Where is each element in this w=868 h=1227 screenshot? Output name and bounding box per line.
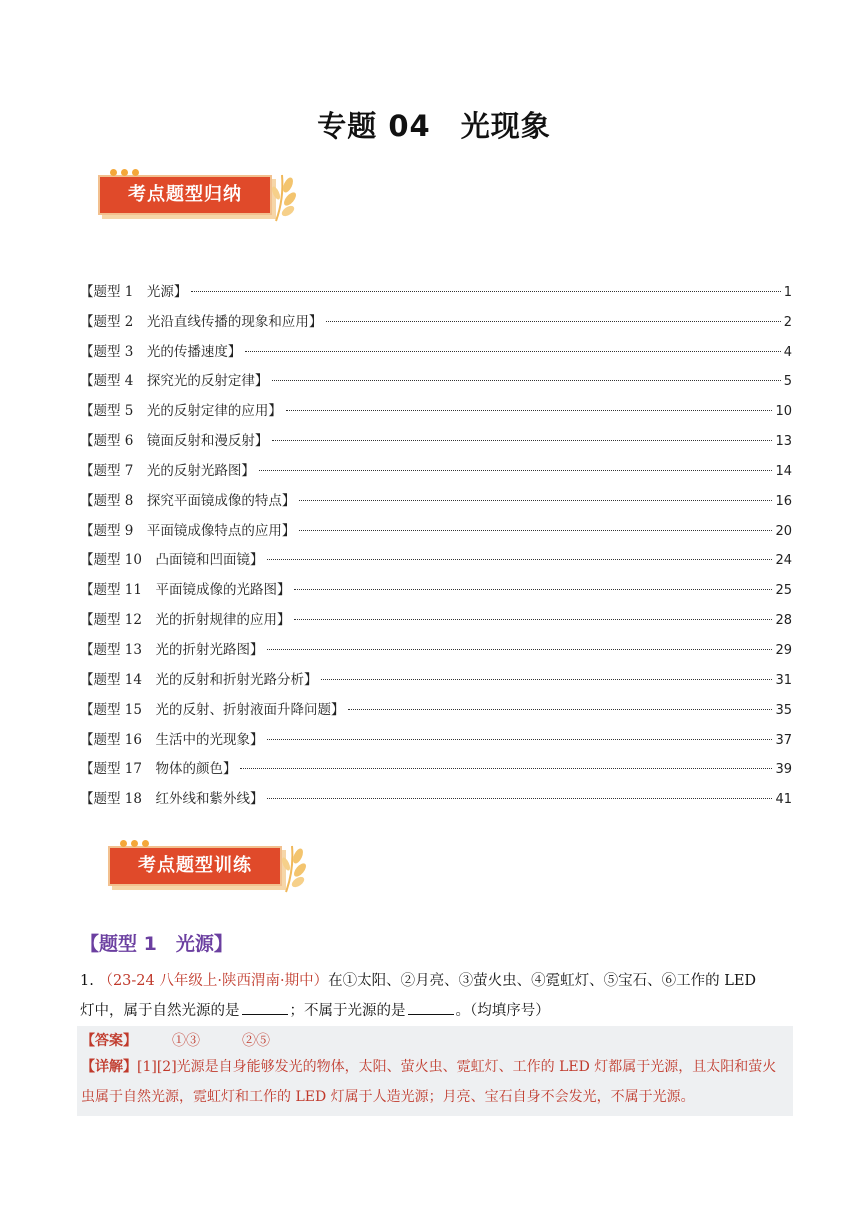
answer-blank-2 <box>408 1000 454 1015</box>
toc-entry-label: 【题型 5 光的反射定律的应用】 <box>80 403 282 420</box>
toc-leader-dots <box>294 588 772 590</box>
toc-entry-label: 【题型 2 光沿直线传播的现象和应用】 <box>80 313 323 330</box>
toc-entry-page: 25 <box>775 583 792 599</box>
table-of-contents <box>80 270 792 807</box>
question-text-2: 灯中，属于自然光源的是 <box>80 1003 240 1019</box>
toc-entry-label: 【题型 6 镜面反射和漫反射】 <box>80 433 269 450</box>
toc-entry[interactable] <box>80 419 792 449</box>
explanation <box>81 1052 789 1112</box>
toc-entry-label: 【题型 10 凸面镜和凹面镜】 <box>80 552 264 569</box>
toc-leader-dots <box>299 529 772 531</box>
toc-leader-dots <box>267 738 772 740</box>
toc-entry-label: 【题型 14 光的反射和折射光路分析】 <box>80 671 318 688</box>
toc-entry-page: 35 <box>775 702 792 718</box>
toc-entry-page: 24 <box>775 553 792 569</box>
toc-leader-dots <box>267 797 772 799</box>
toc-leader-dots <box>267 648 772 650</box>
page-title: 专题 04 光现象 <box>317 109 551 143</box>
question-1 <box>80 966 792 1026</box>
toc-entry-label: 【题型 18 红外线和紫外线】 <box>80 791 264 808</box>
question-number: 1. <box>80 973 94 989</box>
explanation-tag: 【详解】 <box>81 1059 137 1075</box>
toc-entry[interactable] <box>80 688 792 718</box>
section-heading: 【题型 1 光源】 <box>80 933 233 955</box>
toc-leader-dots <box>240 767 772 769</box>
toc-entry[interactable] <box>80 270 792 300</box>
toc-entry-page: 16 <box>775 493 792 509</box>
toc-entry[interactable] <box>80 509 792 539</box>
banner-label: 考点题型归纳 <box>128 184 242 205</box>
toc-entry-label: 【题型 11 平面镜成像的光路图】 <box>80 582 291 599</box>
toc-entry-page: 29 <box>775 642 792 658</box>
toc-entry-page: 4 <box>783 344 792 360</box>
toc-leader-dots <box>272 379 780 381</box>
toc-entry-page: 5 <box>783 374 792 390</box>
toc-entry[interactable] <box>80 330 792 360</box>
toc-entry-label: 【题型 12 光的折射规律的应用】 <box>80 612 291 629</box>
toc-leader-dots <box>348 708 772 710</box>
toc-entry[interactable] <box>80 748 792 778</box>
toc-entry-page: 31 <box>775 672 792 688</box>
toc-entry-label: 【题型 16 生活中的光现象】 <box>80 731 264 748</box>
toc-entry[interactable] <box>80 300 792 330</box>
explanation-text: [1][2]光源是自身能够发光的物体，太阳、萤火虫、霓虹灯、工作的 LED 灯都属于光源，且太阳和萤火虫属于自然光源，霓虹灯和工作的 LED 灯属于人造光源；月亮、宝石自身不会发光，不属于光源。 <box>81 1059 777 1105</box>
toc-entry-label: 【题型 3 光的传播速度】 <box>80 343 242 360</box>
toc-entry-page: 1 <box>783 284 792 300</box>
toc-entry-label: 【题型 9 平面镜成像特点的应用】 <box>80 522 296 539</box>
toc-leader-dots <box>267 558 772 560</box>
answer-blank-1 <box>242 1000 288 1015</box>
toc-leader-dots <box>259 469 773 471</box>
toc-leader-dots <box>245 350 780 352</box>
toc-entry[interactable] <box>80 777 792 807</box>
question-text-3: ；不属于光源的是 <box>289 1003 406 1019</box>
toc-entry[interactable] <box>80 598 792 628</box>
toc-entry-label: 【题型 8 探究平面镜成像的特点】 <box>80 492 296 509</box>
question-text-4: 。（均填序号） <box>455 1003 550 1019</box>
toc-entry-label: 【题型 4 探究光的反射定律】 <box>80 373 269 390</box>
toc-leader-dots <box>286 409 773 411</box>
answer-value-1: ①③ <box>172 1033 200 1049</box>
toc-entry-page: 28 <box>775 613 792 629</box>
toc-entry-page: 10 <box>775 404 792 420</box>
toc-entry-label: 【题型 7 光的反射光路图】 <box>80 462 255 479</box>
toc-entry[interactable] <box>80 718 792 748</box>
toc-entry[interactable] <box>80 479 792 509</box>
toc-leader-dots <box>321 678 772 680</box>
toc-entry-page: 2 <box>783 314 792 330</box>
toc-entry-label: 【题型 15 光的反射、折射液面升降问题】 <box>80 701 345 718</box>
toc-entry-page: 20 <box>775 523 792 539</box>
toc-entry[interactable] <box>80 360 792 390</box>
toc-entry[interactable] <box>80 658 792 688</box>
toc-leader-dots <box>294 618 772 620</box>
toc-entry[interactable] <box>80 389 792 419</box>
toc-entry-page: 39 <box>775 762 792 778</box>
answer-line <box>81 1030 270 1050</box>
banner-label: 考点题型训练 <box>138 855 252 876</box>
toc-entry-page: 13 <box>775 434 792 450</box>
toc-entry[interactable] <box>80 568 792 598</box>
question-source: （23-24 八年级上·陕西渭南·期中） <box>98 973 329 989</box>
toc-leader-dots <box>299 499 772 501</box>
toc-leader-dots <box>272 439 772 441</box>
toc-entry[interactable] <box>80 449 792 479</box>
answer-value-2: ②⑤ <box>242 1033 270 1049</box>
answer-box <box>77 1026 793 1116</box>
toc-entry-label: 【题型 17 物体的颜色】 <box>80 761 237 778</box>
toc-leader-dots <box>191 290 780 292</box>
toc-entry-page: 14 <box>775 463 792 479</box>
toc-entry-label: 【题型 1 光源】 <box>80 283 188 300</box>
toc-leader-dots <box>326 320 780 322</box>
wheat-leaf-icon <box>270 171 300 223</box>
answer-tag: 【答案】 <box>81 1033 130 1049</box>
toc-entry-page: 37 <box>775 732 792 748</box>
toc-entry-label: 【题型 13 光的折射光路图】 <box>80 641 264 658</box>
toc-entry-page: 41 <box>775 792 792 808</box>
wheat-leaf-icon <box>280 842 310 894</box>
toc-entry[interactable] <box>80 628 792 658</box>
toc-entry[interactable] <box>80 539 792 569</box>
question-text-1: 在①太阳、②月亮、③萤火虫、④霓虹灯、⑤宝石、⑥工作的 LED <box>328 973 757 989</box>
